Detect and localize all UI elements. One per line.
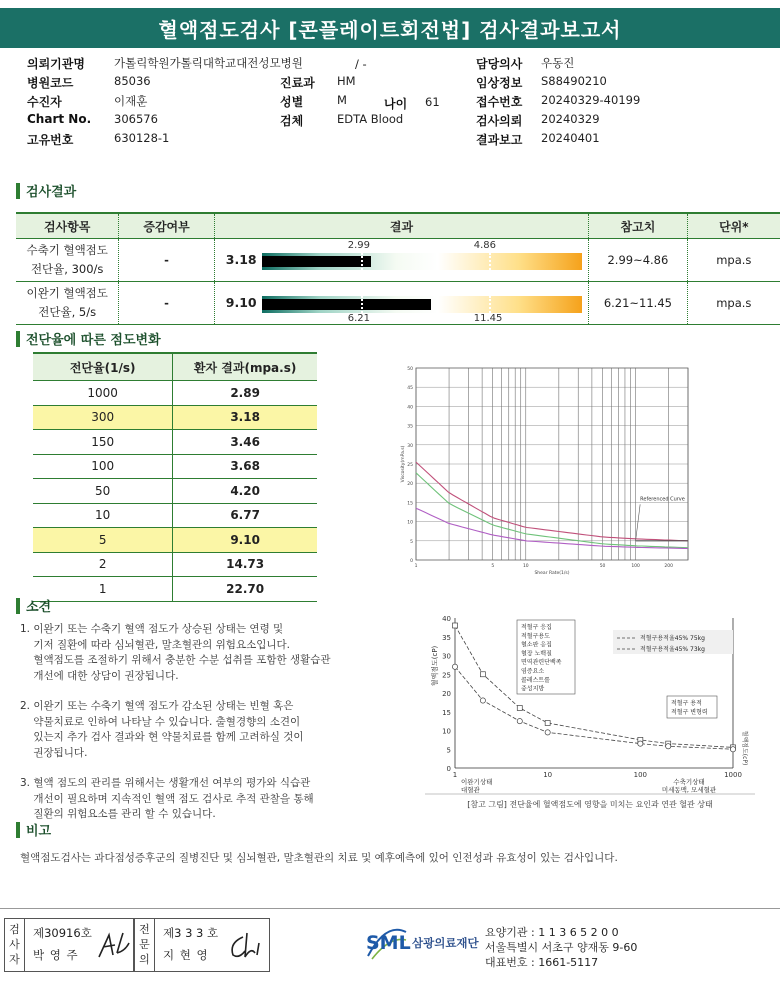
section-label: 비고	[26, 824, 52, 839]
org-contact	[485, 925, 637, 970]
chart2-x-left-label: 이완기상태	[461, 778, 493, 786]
org-address: 서울특별시 서초구 양재동 9-60	[485, 941, 638, 954]
chart2-caption: [참고 그림] 전단율에 혈액점도에 영향을 미치는 요인과 연관 혈관 상태	[467, 800, 713, 809]
chart2-factor-item: 적혈구 변형력	[671, 709, 708, 716]
report-title: 혈액점도검사 [콘플레이트회전법] 검사결과보고서	[0, 8, 780, 48]
chart2-factor-item: 적혈구용도	[521, 632, 550, 640]
col-header-change: 증감여부	[119, 213, 214, 239]
chart2-y-tick: 25	[442, 671, 451, 680]
chart2-factor-item: 적혈구 응집	[521, 624, 552, 631]
shear-row	[33, 454, 317, 479]
chart2-point	[730, 747, 735, 752]
chart1-x-tick: 100	[631, 564, 640, 569]
result-fill-bar	[262, 256, 371, 267]
section-label: 전단율에 따른 점도변화	[26, 333, 161, 348]
signature-box-specialist	[134, 918, 270, 972]
section-remarks-title	[16, 820, 51, 839]
shear-row	[33, 503, 317, 528]
shear-row	[33, 552, 317, 577]
info-left-value: 이재훈	[114, 94, 148, 108]
chart2-y-tick: 40	[442, 615, 451, 623]
chart2-point	[545, 721, 550, 726]
col-header-result: 결과	[214, 213, 588, 239]
shear-row	[33, 528, 317, 553]
result-unit: mpa.s	[687, 239, 780, 282]
info-right-key: 담당의사	[476, 57, 523, 71]
ref-high-label: 11.45	[473, 313, 503, 324]
tester-name: 박 영 주	[33, 948, 79, 962]
results-table	[16, 212, 780, 325]
chart2-point	[517, 719, 522, 724]
ward-value: / -	[355, 57, 367, 71]
chart1-y-tick: 40	[407, 405, 413, 411]
chart2-y-tick: 15	[442, 708, 451, 717]
ref-low-marker	[361, 296, 363, 313]
col-header-patient-result: 환자 결과(mpa.s)	[173, 353, 317, 381]
specialist-name: 지 현 영	[163, 948, 209, 962]
info-left-key: 의뢰기관명	[27, 57, 85, 71]
chart2-factor-item: 혈소판 응집	[521, 641, 552, 649]
shear-result: 3.46	[173, 430, 317, 455]
chart1-x-tick: 1	[414, 564, 418, 569]
shear-rate: 50	[33, 479, 173, 504]
shear-rate: 1	[33, 577, 173, 602]
shear-rate: 100	[33, 454, 173, 479]
shear-result: 3.68	[173, 454, 317, 479]
chart2-legend-label: 적혈구용적율45% 75kg	[640, 635, 705, 642]
chart2-factor-item: 면역관련단백족	[521, 659, 562, 667]
col-header-rate: 전단율(1/s)	[33, 353, 173, 381]
info-mid-key: 진료과	[280, 76, 315, 90]
tester-label: 검 사 자	[5, 919, 25, 971]
ref-high-marker	[489, 296, 491, 313]
shear-result: 22.70	[173, 577, 317, 602]
chart2-y-tick: 10	[442, 727, 451, 736]
shear-result: 3.18	[173, 405, 317, 430]
age-value: 61	[425, 95, 440, 109]
result-range-bar	[262, 253, 582, 270]
chart2-point	[480, 698, 485, 703]
signature-box-tester	[4, 918, 134, 972]
chart2-factor-item: 콜레스트롤	[521, 676, 550, 684]
shear-row	[33, 479, 317, 504]
ref-low-label: 6.21	[347, 313, 371, 324]
shear-rate: 10	[33, 503, 173, 528]
info-mid-value: M	[337, 93, 347, 107]
shear-result: 4.20	[173, 479, 317, 504]
result-row	[16, 282, 780, 325]
info-right-key: 임상정보	[476, 76, 523, 90]
shear-row	[33, 577, 317, 602]
chart2-factor-item: 중성지방	[521, 685, 545, 693]
chart1-y-tick: 50	[407, 367, 413, 372]
section-bar	[16, 183, 20, 199]
institution-code: 요양기관 : 1 1 3 6 5 2 0 0	[485, 926, 619, 939]
info-right-value: 20240401	[541, 131, 600, 145]
chart2-y-tick: 35	[442, 633, 451, 642]
result-graph-cell	[214, 239, 588, 282]
chart1-x-tick: 50	[599, 564, 606, 569]
result-item-name: 이완기 혈액점도	[26, 286, 108, 300]
shear-rate: 300	[33, 405, 173, 430]
result-item-rate: 전단율, 5/s	[38, 305, 97, 319]
chart2-x-right-label: 미세동맥, 모세혈관	[661, 786, 717, 794]
shear-result: 6.77	[173, 503, 317, 528]
tester-license-no: 제30916호	[33, 926, 92, 940]
chart2-y-tick: 30	[442, 652, 451, 661]
org-name: 삼광의료재단	[412, 936, 479, 950]
result-unit: mpa.s	[687, 282, 780, 325]
info-right-key: 검사의뢰	[476, 114, 523, 128]
chart2-factor-item: 적혈구 용적	[671, 700, 702, 707]
chart2-y-label: 혈액점도(cP)	[431, 645, 439, 687]
specialist-license-no: 제3 3 3 호	[163, 926, 219, 940]
chart2-x-tick: 1000	[724, 771, 742, 779]
opinion-item: 3. 혈액 점도의 관리를 위해서는 생활개선 여부의 평가와 식습관 개선이 필요하며 지속적인 혈액 점도 검사로 추적 관찰을 통해 질환의 위험요소를 관리 할 수 있습니다.	[20, 777, 314, 820]
chart1-y-tick: 35	[407, 424, 413, 430]
chart1-x-tick: 5	[491, 564, 495, 569]
result-row	[16, 239, 780, 282]
result-value: 3.18	[225, 252, 257, 267]
org-phone: 대표번호 : 1661-5117	[485, 956, 599, 969]
viscosity-curve-chart	[398, 360, 708, 580]
info-left-value: 630128-1	[114, 131, 170, 145]
logo-text: SML	[366, 932, 411, 954]
chart2-point	[453, 623, 458, 628]
shear-rate: 1000	[33, 381, 173, 406]
shear-row	[33, 381, 317, 406]
result-ref: 6.21~11.45	[589, 282, 687, 325]
chart2-point	[480, 672, 485, 677]
chart1-y-tick: 45	[407, 386, 413, 392]
remarks-text: 혈액점도검사는 과다점성증후군의 질병진단 및 심뇌혈관, 말초혈관의 치료 및 예후예측에 있어 인전성과 유효성이 있는 검사입니다.	[20, 852, 618, 864]
chart1-y-tick: 15	[407, 501, 413, 507]
col-header-item: 검사항목	[16, 213, 119, 239]
patient-info	[27, 55, 767, 150]
chart2-factor-item: 염증요소	[521, 668, 545, 675]
section-bar	[16, 822, 20, 838]
chart2-y-tick: 0	[446, 765, 451, 773]
result-ref: 2.99~4.86	[589, 239, 687, 282]
age-key: 나이	[384, 97, 408, 111]
opinion-item: 1. 이완기 또는 수축기 혈액 점도가 상승된 상태는 연령 및 기저 질환에 따라 심뇌혈관, 말초혈관의 위험요소입니다. 혈액점도를 조절하기 위해서 충분한 수분 섭취를 포함한 생활습관 개선에 대한 상담이 권장됩니다.	[20, 623, 331, 682]
ref-high-label: 4.86	[473, 240, 497, 251]
result-value: 9.10	[225, 295, 257, 310]
info-left-key: Chart No.	[27, 112, 92, 126]
result-item	[16, 239, 119, 282]
info-right-key: 결과보고	[476, 133, 523, 147]
chart2-legend-label: 적혈구용적율45% 73kg	[640, 646, 705, 653]
info-left-key: 수진자	[27, 95, 62, 109]
section-shear-title	[16, 329, 161, 348]
result-graph-cell	[214, 282, 588, 325]
chart1-y-label: Viscosity(mPa.s)	[401, 445, 406, 483]
section-bar	[16, 598, 20, 614]
specialist-label: 전 문 의	[135, 919, 155, 971]
chart1-y-tick: 25	[407, 463, 413, 468]
chart1-x-tick: 200	[664, 564, 673, 569]
chart2-point	[666, 744, 671, 749]
chart2-point	[452, 664, 457, 669]
result-change: -	[119, 282, 214, 325]
info-left-value: 85036	[114, 74, 151, 88]
chart1-y-tick: 20	[407, 482, 413, 488]
reference-figure-chart	[425, 610, 755, 816]
ref-high-marker	[489, 253, 491, 270]
info-mid-key: 성별	[280, 95, 304, 109]
chart1-y-tick: 5	[410, 539, 413, 545]
info-mid-value: EDTA Blood	[337, 112, 404, 126]
result-item-name: 수축기 혈액점도	[26, 243, 108, 257]
chart1-annotation: Referenced Curve	[640, 496, 685, 503]
info-left-value: 306576	[114, 112, 158, 126]
result-range-bar	[262, 296, 582, 313]
info-left-key: 병원코드	[27, 76, 74, 90]
opinion-list	[20, 622, 415, 838]
ref-low-marker	[361, 253, 363, 270]
chart2-x-tick: 1	[452, 771, 458, 779]
chart1-y-tick: 10	[407, 520, 413, 526]
chart2-x-tick: 100	[633, 771, 648, 779]
info-right-value: 20240329	[541, 112, 600, 126]
shear-result: 14.73	[173, 552, 317, 577]
info-left-value: 가톨릭학원가톨릭대학교대전성모병원	[114, 56, 303, 70]
shear-row	[33, 430, 317, 455]
chart1-y-tick: 30	[407, 443, 413, 449]
ref-low-label: 2.99	[347, 240, 371, 251]
shear-rate: 150	[33, 430, 173, 455]
shear-rate: 2	[33, 552, 173, 577]
chart2-x-right-label: 수축기상태	[673, 778, 705, 786]
result-fill-bar	[262, 299, 432, 310]
chart2-x-tick: 10	[543, 771, 553, 779]
sml-logo	[366, 926, 479, 960]
result-item	[16, 282, 119, 325]
section-label: 소견	[26, 600, 52, 615]
section-label: 검사결과	[26, 185, 77, 200]
info-right-value: 우동진	[541, 56, 575, 70]
section-results-title	[16, 181, 76, 200]
info-left-key: 고유번호	[27, 133, 74, 147]
chart2-factor-item: 혈장 노백질	[521, 650, 552, 658]
result-item-rate: 전단율, 300/s	[30, 262, 104, 276]
info-right-value: S88490210	[541, 74, 607, 88]
footer-divider	[0, 908, 780, 909]
info-mid-value: HM	[337, 74, 356, 88]
info-right-value: 20240329-40199	[541, 93, 641, 107]
chart2-y-tick: 5	[446, 746, 451, 755]
chart2-point	[545, 730, 550, 735]
shear-result: 2.89	[173, 381, 317, 406]
chart2-x-left-label: 대혈관	[461, 786, 480, 794]
info-mid-key: 검체	[280, 114, 304, 128]
col-header-ref: 참고치	[589, 213, 687, 239]
chart2-y-right-label: 혈액점도(cP)	[741, 730, 748, 766]
result-change: -	[119, 239, 214, 282]
shear-rate: 5	[33, 528, 173, 553]
tester-signature	[95, 929, 131, 963]
shear-result: 9.10	[173, 528, 317, 553]
shear-table	[33, 352, 317, 602]
col-header-unit: 단위*	[687, 213, 780, 239]
chart2-point	[517, 706, 522, 711]
chart1-x-label: Shear Rate(1/s)	[534, 571, 570, 576]
shear-row	[33, 405, 317, 430]
chart1-x-tick: 10	[522, 564, 529, 569]
chart1-y-tick: 0	[410, 559, 413, 564]
specialist-signature	[225, 929, 265, 963]
opinion-item: 2. 이완기 또는 수축기 혈액 점도가 감소된 상태는 빈혈 혹은 약물치료로 인하여 나타날 수 있습니다. 출혈경향의 소견이 있는지 추가 검사 결과와 현 약물치료를 함께 고려하실 것이 권장됩니다.	[20, 700, 304, 759]
chart2-y-tick: 20	[442, 690, 451, 698]
chart2-point	[638, 741, 643, 746]
info-right-key: 접수번호	[476, 95, 523, 109]
section-opinion-title	[16, 596, 51, 615]
section-bar	[16, 331, 20, 347]
